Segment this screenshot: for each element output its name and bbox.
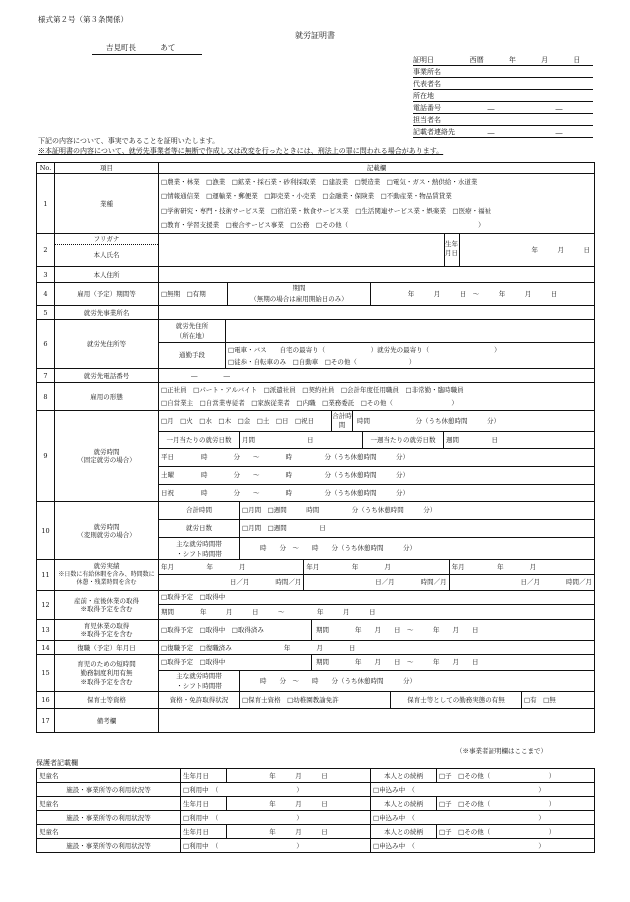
actual-work-cell (159, 560, 595, 591)
relation-options[interactable]: □子 □その他（ ） (437, 769, 595, 783)
workplace-address-sublabel2: （所在地） (175, 332, 209, 340)
month-label: 月 (541, 56, 549, 64)
row-no: 3 (37, 267, 55, 283)
variable-hours-sublabel: （変則就労の場合） (77, 530, 136, 539)
industry-line[interactable]: □農業・林業 □漁業 □鉱業・採石業・砂利採取業 □建設業 □製造業 □電気・ガス・熱供給・水道業 (161, 177, 478, 186)
holiday-label: 日祝 (161, 489, 174, 497)
actual-month-1[interactable]: 年月 年 月 (159, 560, 304, 574)
dash: ― (555, 105, 563, 113)
work-status-label: 保育士等としての勤務実態の有無 (391, 692, 522, 708)
holiday-time-field[interactable]: 時 分 ～ 時 分（うち休憩時間 分） (201, 489, 409, 497)
intro-text (38, 136, 598, 156)
year-label: 年 (508, 56, 516, 64)
period-range[interactable]: 年 月 日 ～ 年 月 日 (407, 290, 558, 298)
weekday-label: 平日 (161, 453, 174, 461)
facility-label: 施設・事業所等の利用状況等 (37, 811, 181, 825)
month-days-label: 一月当たりの就労日数 (159, 432, 240, 448)
facility-applying[interactable]: □申込み中 （ ） (371, 783, 595, 797)
actual-month-2[interactable]: 年月 年 月 (304, 560, 449, 574)
representative-field[interactable] (413, 78, 593, 90)
industry-line[interactable]: □情報通信業 □運輸業・郵便業 □卸売業・小売業 □金融業・保険業 □不動産業・物品賃貸業 (161, 192, 452, 200)
variable-hours-label: 就労時間 (93, 522, 120, 531)
certifier-block (413, 54, 593, 138)
era-label: 西暦 (469, 56, 484, 64)
actual-work-note: ※日数に有給休暇を含み、時間数に休憩・残業時間を含む (58, 570, 155, 587)
short-hours-label: 育児のための短時間 (77, 659, 136, 668)
var-main-label: 主な就労時間帯 (176, 540, 222, 548)
child-birth-field[interactable]: 年 月 日 (227, 797, 371, 811)
short-hours-label-cell (55, 655, 159, 692)
weekday-time-field[interactable]: 時 分 ～ 時 分（うち休憩時間 分） (201, 453, 409, 461)
childcare-leave-note: ※取得予定を含む (80, 630, 133, 638)
maternity-label-cell (55, 591, 159, 620)
period-note: （無期の場合は雇用開始日のみ） (250, 295, 348, 303)
relation-label: 本人との続柄 (371, 769, 437, 783)
return-options[interactable]: □復職予定 □復職済み (161, 643, 232, 652)
header-item: 項目 (55, 163, 159, 174)
relation-label: 本人との続柄 (371, 797, 437, 811)
name-field[interactable] (159, 234, 595, 267)
workplace-address-cell (159, 320, 595, 369)
employment-period-label: 雇用（予定）期間等 (55, 283, 159, 306)
name-label: 本人氏名 (93, 251, 120, 259)
industry-line[interactable]: □学術研究・専門・技術サービス業 □宿泊業・飲食サービス業 □生活関連サービス業・娯楽業 □医療・福祉 (161, 206, 492, 215)
maternity-options[interactable]: □取得予定 □取得中 (159, 591, 594, 605)
relation-options[interactable]: □子 □その他（ ） (437, 825, 595, 839)
dash: ― (487, 129, 495, 137)
short-hours-options[interactable]: □取得予定 □取得中 (159, 655, 312, 670)
commute-line[interactable]: □徒歩・自転車のみ □自動車 □その他（ ） (228, 358, 416, 366)
weekday-options[interactable]: □月 □火 □水 □木 □金 □土 □日 □祝日 (159, 411, 332, 431)
addressee (92, 42, 202, 55)
saturday-time-field[interactable]: 時 分 ～ 時 分（うち休憩時間 分） (201, 471, 409, 479)
facility-applying[interactable]: □申込み中 （ ） (371, 839, 595, 853)
short-hours-period[interactable]: 期間 年 月 日 ～ 年 月 日 (316, 658, 479, 666)
addressee-to: 吉見町長 (106, 43, 136, 52)
contact-label: 記載者連絡先 (413, 128, 455, 136)
fixed-hours-label: 就労時間 (93, 448, 120, 456)
qualification-label: 保育士等資格 (55, 692, 159, 709)
var-main-sublabel: ・シフト時間帯 (176, 550, 222, 558)
row-no: 13 (37, 620, 55, 641)
furigana-label: フリガナ (55, 235, 158, 245)
facility-label: 施設・事業所等の利用状況等 (37, 839, 181, 853)
row-no: 12 (37, 591, 55, 620)
row-no: 16 (37, 692, 55, 709)
addressee-suffix: あて (160, 43, 176, 52)
row-no: 1 (37, 174, 55, 234)
qualification-options[interactable]: □保育士資格 □幼稚園教諭免許 (240, 692, 391, 708)
commute-line[interactable]: □電車・バス 自宅の最寄り（ ）就労先の最寄り（ ） (228, 346, 501, 354)
remarks-field[interactable] (159, 709, 595, 733)
industry-label: 業種 (55, 174, 159, 234)
workplace-phone-label: 就労先電話番号 (55, 369, 159, 383)
industry-line[interactable]: □教育・学習支援業 □複合サービス事業 □公務 □その他（ ） (161, 221, 485, 229)
row-no: 9 (37, 411, 55, 502)
fixed-hours-cell (159, 411, 595, 502)
intro-line-1: 下記の内容について、事実であることを証明いたします。 (38, 137, 220, 145)
row-no: 7 (37, 369, 55, 383)
address-label: 所在地 (413, 92, 434, 100)
person-field[interactable] (413, 114, 593, 126)
employment-type-label: 雇用の形態 (55, 383, 159, 411)
saturday-label: 土曜 (161, 471, 174, 479)
short-hours-cell (159, 655, 595, 692)
employment-type-line[interactable]: □自営業主 □自営業専従者 □家族従業者 □内職 □業務委託 □その他（ ） (161, 398, 458, 407)
childcare-leave-period[interactable]: 期間 年 月 日 ～ 年 月 日 (316, 626, 479, 634)
facility-using[interactable]: □利用中 （ ） (181, 783, 371, 797)
dash: ― (555, 129, 563, 137)
row-no: 5 (37, 306, 55, 320)
childcare-leave-options[interactable]: □取得予定 □取得中 □取得済み (159, 620, 312, 640)
address-field[interactable] (159, 267, 595, 283)
address-field[interactable] (413, 90, 593, 102)
header-fill: 記載欄 (159, 163, 595, 174)
workplace-name-field[interactable] (159, 306, 595, 320)
address-label: 本人住所 (55, 267, 159, 283)
month-days-field[interactable]: 月間 日 (240, 432, 363, 448)
actual-work-label-cell (55, 560, 159, 591)
row-no: 11 (37, 560, 55, 591)
maternity-cell (159, 591, 595, 620)
employment-table (36, 162, 595, 733)
birth-label: 生年月日 (445, 234, 460, 266)
representative-label: 代表者名 (413, 80, 441, 88)
commute-label: 通勤手段 (159, 343, 226, 368)
child-birth-label: 生年月日 (181, 825, 227, 839)
short-main-field[interactable]: 時 分 ～ 時 分（うち休憩時間 分） (260, 677, 416, 685)
workplace-address-sublabel: 就労先住所 (175, 322, 209, 330)
form-number: 様式第２号（第３条関係） (38, 15, 128, 24)
child-birth-label: 生年月日 (181, 769, 227, 783)
period-type-options[interactable]: □無期 □有期 (159, 283, 228, 305)
office-name-label: 事業所名 (413, 68, 441, 76)
row-no: 6 (37, 320, 55, 369)
dash: ― (487, 105, 495, 113)
child-birth-field[interactable]: 年 月 日 (227, 825, 371, 839)
facility-applying[interactable]: □申込み中 （ ） (371, 811, 595, 825)
child-birth-field[interactable]: 年 月 日 (227, 769, 371, 783)
facility-using[interactable]: □利用中 （ ） (181, 839, 371, 853)
facility-using[interactable]: □利用中 （ ） (181, 811, 371, 825)
child-birth-label: 生年月日 (181, 797, 227, 811)
short-main-label: 主な就労時間帯 (176, 672, 222, 680)
work-status-options[interactable]: □有 □無 (524, 696, 556, 704)
childcare-leave-label-cell (55, 620, 159, 641)
guardian-table (36, 768, 595, 853)
workplace-phone-field[interactable] (159, 369, 595, 383)
qualification-cell (159, 692, 595, 709)
actual-dh-2[interactable]: 日／月 時間／月 (304, 575, 449, 590)
relation-options[interactable]: □子 □その他（ ） (437, 797, 595, 811)
actual-work-label: 就労実績 (93, 562, 120, 571)
cert-date-label: 証明日 (413, 56, 434, 64)
week-days-field[interactable]: 週間 日 (446, 436, 498, 444)
industry-options[interactable] (159, 174, 595, 234)
var-total-field[interactable]: □月間 □週間 時間 分（うち休憩時間 分） (242, 506, 437, 514)
relation-label: 本人との続柄 (371, 825, 437, 839)
person-label: 担当者名 (413, 116, 441, 124)
workplace-address-field[interactable] (226, 320, 594, 342)
return-date-field[interactable] (159, 641, 595, 655)
remarks-label: 備考欄 (55, 709, 159, 733)
phone-label: 電話番号 (413, 104, 441, 112)
child-name-label[interactable]: 児童名 (37, 825, 181, 839)
row-no: 10 (37, 502, 55, 560)
short-hours-label2: 勤務制度利用有無 (80, 668, 133, 677)
cert-date-row[interactable] (413, 54, 593, 66)
employment-type-options[interactable] (159, 383, 595, 411)
row-no: 2 (37, 234, 55, 267)
office-name-field[interactable] (413, 66, 593, 78)
row-no: 17 (37, 709, 55, 733)
childcare-leave-label: 育児休業の取得 (83, 622, 130, 630)
employment-type-line[interactable]: □正社員 □パート・アルバイト □派遣社員 □契約社員 □会計年度任用職員 □非常勤・臨時職員 (161, 385, 464, 394)
maternity-period[interactable]: 期間 年 月 日 ～ 年 月 日 (161, 608, 376, 616)
row-no: 8 (37, 383, 55, 411)
total-hours-field[interactable]: 時間 分（うち休憩時間 分） (357, 417, 500, 425)
var-total-label: 合計時間 (159, 502, 240, 519)
day-label: 日 (573, 56, 581, 64)
return-date-label: 復職（予定）年月日 (55, 641, 159, 655)
row-no: 14 (37, 641, 55, 655)
variable-hours-cell (159, 502, 595, 560)
end-note: （※事業者証明欄はここまで） (456, 747, 547, 755)
phone-dashes: ― ― (191, 371, 230, 380)
actual-month-3[interactable]: 年月 年 月 (451, 563, 537, 571)
total-hours-label: 合計時間 (332, 412, 352, 429)
row-no: 15 (37, 655, 55, 692)
workplace-name-label: 就労先事業所名 (55, 306, 159, 320)
actual-dh-1[interactable]: 日／月 時間／月 (159, 575, 304, 590)
employment-period-field[interactable] (159, 283, 595, 306)
guardian-section-title: 保護者記載欄 (36, 759, 78, 767)
short-hours-note: ※取得予定を含む (80, 677, 133, 686)
var-days-field[interactable]: □月間 □週間 日 (242, 524, 326, 532)
fixed-hours-sublabel: （固定就労の場合） (77, 456, 136, 464)
facility-label: 施設・事業所等の利用状況等 (37, 783, 181, 797)
page-title: 就労証明書 (295, 31, 335, 40)
actual-dh-3[interactable]: 日／月 時間／月 (520, 578, 592, 586)
header-no: No. (37, 163, 55, 174)
fixed-hours-label-cell (55, 411, 159, 502)
short-main-sublabel: ・シフト時間帯 (176, 682, 222, 690)
maternity-label: 産前・産後休業の取得 (74, 597, 139, 605)
var-days-label: 就労日数 (159, 520, 240, 537)
week-days-label: 一週当たりの就労日数 (363, 432, 444, 448)
maternity-note: ※取得予定を含む (80, 605, 133, 613)
return-date[interactable]: 年 月 日 (283, 643, 356, 652)
name-label-cell (55, 234, 159, 267)
birth-date-field[interactable]: 年 月 日 (531, 246, 590, 254)
row-no: 4 (37, 283, 55, 306)
child-name-label[interactable]: 児童名 (37, 769, 181, 783)
phone-field[interactable] (413, 102, 593, 114)
period-label: 期間 (292, 284, 306, 292)
childcare-leave-cell (159, 620, 595, 641)
child-name-label[interactable]: 児童名 (37, 797, 181, 811)
intro-line-2: ※本証明書の内容について、就労先事業者等に無断で作成し又は改変を行ったときには、刑法上の罪に問われる場合があります。 (38, 147, 444, 155)
qualification-status-label: 資格・免許取得状況 (159, 692, 240, 708)
workplace-address-label: 就労先住所等 (55, 320, 159, 369)
var-main-field[interactable]: 時 分 ～ 時 分（うち休憩時間 分） (260, 544, 416, 552)
variable-hours-label-cell (55, 502, 159, 560)
